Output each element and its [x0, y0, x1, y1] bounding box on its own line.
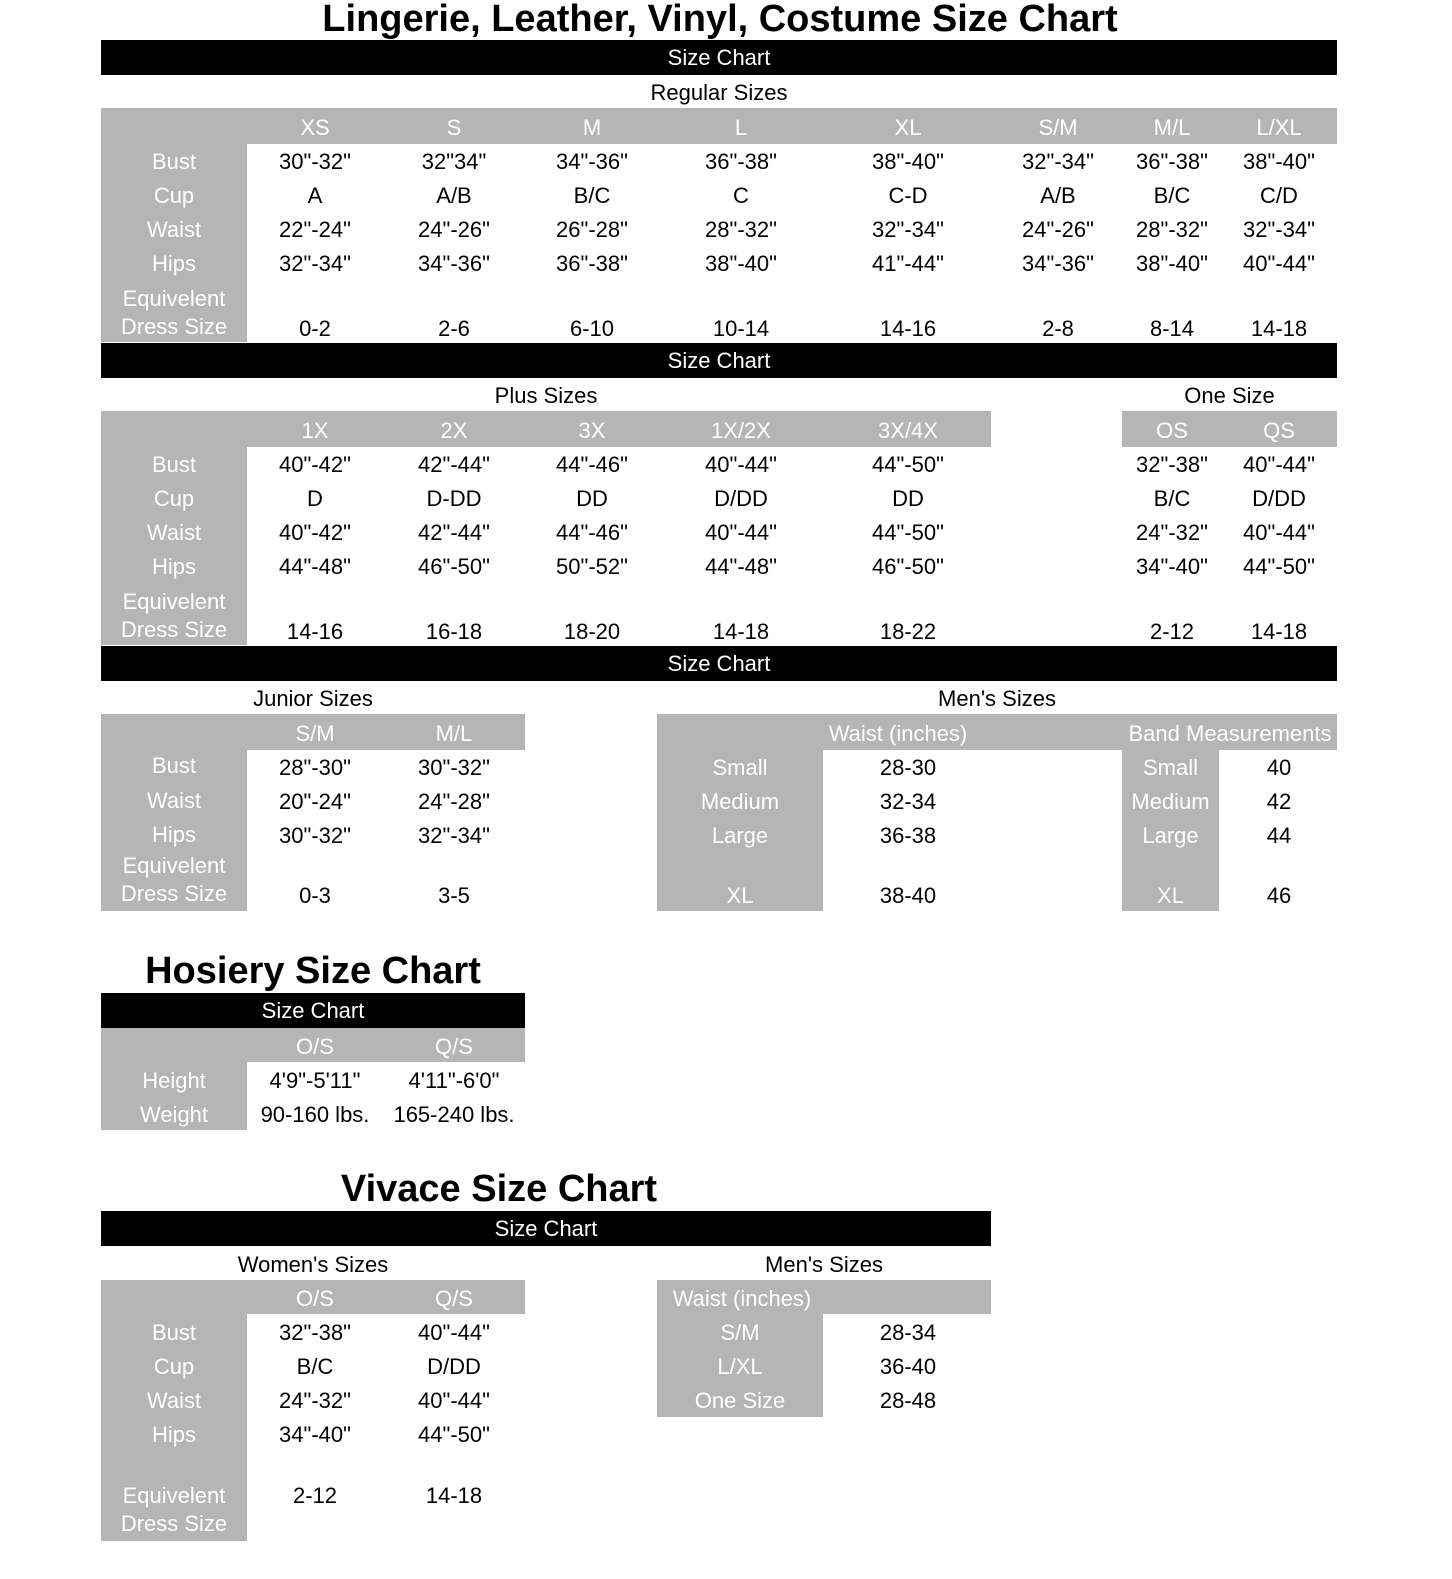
table-cell: 2-12 — [292, 1483, 338, 1508]
size-header: O/S — [296, 1286, 334, 1311]
table-cell: 32"-34" — [418, 823, 490, 848]
table-cell: 40"-44" — [418, 1388, 490, 1413]
womens-sizes-heading: Women's Sizes — [237, 1252, 389, 1277]
mens-sizes-heading: Men's Sizes — [765, 1252, 883, 1277]
size-header: 3X/4X — [878, 418, 938, 443]
table-cell: B/C — [1153, 486, 1191, 511]
table-cell: 20"-24" — [279, 789, 351, 814]
table-cell: 40"-44" — [705, 520, 777, 545]
row-label-hips: Hips — [151, 251, 196, 276]
table-cell: 32"-34" — [1022, 149, 1094, 174]
table-cell: 40"-44" — [1243, 520, 1315, 545]
table-cell: 8-14 — [1149, 316, 1195, 341]
table-cell: 26"-28" — [556, 217, 628, 242]
table-cell: 32"-34" — [872, 217, 944, 242]
row-label-waist: Waist — [146, 520, 202, 545]
row-label-cup: Cup — [153, 183, 195, 208]
table-cell: A/B — [1040, 183, 1076, 208]
size-header: L/XL — [1256, 115, 1302, 140]
row-label-bust: Bust — [151, 452, 197, 477]
table-cell: 4'9"-5'11" — [269, 1068, 361, 1093]
band-measurements-header: Band Measurements — [1128, 721, 1332, 746]
table-cell: 38-40 — [879, 883, 937, 908]
table-cell: 42"-44" — [418, 520, 490, 545]
table-cell: 24"-32" — [1136, 520, 1208, 545]
table-cell: 40"-44" — [705, 452, 777, 477]
table-cell: D/DD — [714, 486, 768, 511]
size-header: 2X — [440, 418, 468, 443]
table-cell: 44"-50" — [418, 1422, 490, 1447]
table-cell: 2-8 — [1042, 316, 1074, 341]
row-label-equivelent: Equivelent — [122, 589, 226, 614]
table-cell: 32"-34" — [1243, 217, 1315, 242]
table-cell: 24"-28" — [418, 789, 490, 814]
table-cell: 28"-30" — [279, 755, 351, 780]
table-cell: 50"-52" — [556, 554, 628, 579]
table-cell: 90-160 lbs. — [260, 1102, 370, 1127]
table-cell: 0-3 — [299, 883, 331, 908]
size-header: 1X/2X — [711, 418, 771, 443]
table-cell: 2-12 — [1149, 619, 1195, 644]
size-header: XL — [894, 115, 922, 140]
table-cell: A — [307, 183, 323, 208]
table-cell: C/D — [1260, 183, 1298, 208]
row-label-cup: Cup — [153, 486, 195, 511]
mens-label-medium: Medium — [700, 789, 780, 814]
table-cell: 32"-34" — [279, 251, 351, 276]
table-cell: D/DD — [1252, 486, 1306, 511]
table-cell: A/B — [436, 183, 472, 208]
table-cell: 32"34" — [421, 149, 487, 174]
table-cell: 18-22 — [879, 619, 937, 644]
table-cell: 32"-38" — [1136, 452, 1208, 477]
table-cell: 28"-32" — [705, 217, 777, 242]
row-label-waist: Waist — [146, 217, 202, 242]
one-size-heading: One Size — [1184, 383, 1275, 408]
table-cell: 38"-40" — [705, 251, 777, 276]
table-cell: 46 — [1266, 883, 1292, 908]
table-cell: 44"-46" — [556, 452, 628, 477]
table-cell: 44"-50" — [872, 452, 944, 477]
table-cell: 28"-32" — [1136, 217, 1208, 242]
size-header: M/L — [435, 721, 473, 746]
table-cell: 34"-36" — [418, 251, 490, 276]
size-chart-bar: Size Chart — [101, 1211, 991, 1246]
size-header: Q/S — [435, 1034, 473, 1059]
size-header: S — [446, 115, 462, 140]
table-cell: 24"-26" — [418, 217, 490, 242]
table-cell: 38"-40" — [872, 149, 944, 174]
table-cell: 30"-32" — [418, 755, 490, 780]
size-header: S/M — [295, 721, 335, 746]
size-chart-bar: Size Chart — [101, 646, 1337, 681]
waist-inches-header: Waist (inches) — [672, 1286, 812, 1311]
page-title: Lingerie, Leather, Vinyl, Costume Size Chart — [322, 0, 1118, 40]
size-header: OS — [1156, 418, 1188, 443]
hosiery-title: Hosiery Size Chart — [145, 950, 481, 992]
row-label-equivelent: Equivelent — [122, 1483, 226, 1508]
table-cell: 40 — [1266, 755, 1292, 780]
table-cell: 36"-38" — [1136, 149, 1208, 174]
mens-sizes-heading: Men's Sizes — [938, 686, 1056, 711]
row-label-weight: Weight — [139, 1102, 209, 1127]
regular-sizes-heading: Regular Sizes — [650, 80, 788, 105]
table-cell: 6-10 — [569, 316, 615, 341]
table-cell: B/C — [296, 1354, 334, 1379]
table-cell: 36"-38" — [556, 251, 628, 276]
table-cell: 165-240 lbs. — [393, 1102, 515, 1127]
table-cell: DD — [576, 486, 608, 511]
plus-sizes-heading: Plus Sizes — [494, 383, 598, 408]
table-cell: 44"-50" — [872, 520, 944, 545]
table-cell: 40"-44" — [418, 1320, 490, 1345]
size-header: M/L — [1153, 115, 1191, 140]
size-header: XS — [300, 115, 330, 140]
table-cell: 44"-46" — [556, 520, 628, 545]
mens-label: One Size — [694, 1388, 786, 1413]
waist-inches-header: Waist (inches) — [828, 721, 968, 746]
table-cell: 4'11"-6'0" — [408, 1068, 500, 1093]
table-cell: 0-2 — [299, 316, 331, 341]
mens-label-large: Large — [1142, 823, 1199, 848]
row-label-hips: Hips — [151, 822, 196, 847]
row-label-bust: Bust — [151, 1320, 197, 1345]
row-label-height: Height — [142, 1068, 206, 1093]
size-chart-bar: Size Chart — [101, 40, 1337, 75]
table-cell: C-D — [888, 183, 928, 208]
table-cell: 14-18 — [425, 1483, 483, 1508]
vivace-title: Vivace Size Chart — [340, 1168, 658, 1210]
row-label-dress-size: Dress Size — [120, 1511, 228, 1536]
table-cell: 16-18 — [425, 619, 483, 644]
table-cell: 14-16 — [286, 619, 344, 644]
mens-label-xl: XL — [726, 883, 754, 908]
table-cell: 30"-32" — [279, 823, 351, 848]
table-cell: 40"-42" — [279, 452, 351, 477]
table-cell: 42 — [1266, 789, 1292, 814]
row-label-dress-size: Dress Size — [120, 314, 228, 339]
size-header: L — [734, 115, 748, 140]
row-label-dress-size: Dress Size — [120, 617, 228, 642]
table-cell: 22"-24" — [279, 217, 351, 242]
table-cell: 44"-50" — [1243, 554, 1315, 579]
table-cell: C — [733, 183, 749, 208]
table-cell: 36-38 — [879, 823, 937, 848]
size-header: Q/S — [435, 1286, 473, 1311]
table-cell: 44"-48" — [279, 554, 351, 579]
table-cell: 46"-50" — [872, 554, 944, 579]
table-cell: 41"-44" — [872, 251, 944, 276]
table-cell: 44"-48" — [705, 554, 777, 579]
mens-label-medium: Medium — [1131, 789, 1210, 814]
table-cell: D — [307, 486, 323, 511]
row-label-equivelent: Equivelent — [122, 853, 226, 878]
table-cell: B/C — [1153, 183, 1191, 208]
table-cell: 40"-44" — [1243, 251, 1315, 276]
table-cell: 32"-38" — [279, 1320, 351, 1345]
row-label-dress-size: Dress Size — [120, 881, 228, 906]
table-cell: 10-14 — [712, 316, 770, 341]
size-header: 1X — [301, 418, 329, 443]
table-cell: 28-48 — [879, 1388, 937, 1413]
table-cell: 34"-40" — [1136, 554, 1208, 579]
table-cell: 40"-42" — [279, 520, 351, 545]
table-cell: 14-18 — [1250, 316, 1308, 341]
table-cell: 32-34 — [879, 789, 937, 814]
size-header: 3X — [578, 418, 606, 443]
row-label-cup: Cup — [153, 1354, 195, 1379]
table-cell: 42"-44" — [418, 452, 490, 477]
mens-label: S/M — [720, 1320, 760, 1345]
table-cell: 30"-32" — [279, 149, 351, 174]
table-cell: D/DD — [427, 1354, 481, 1379]
table-cell: 14-18 — [712, 619, 770, 644]
mens-label-small: Small — [1142, 755, 1198, 780]
row-label-hips: Hips — [151, 554, 196, 579]
mens-label-small: Small — [712, 755, 768, 780]
table-cell: 44 — [1266, 823, 1292, 848]
table-cell: 18-20 — [563, 619, 621, 644]
mens-label-large: Large — [711, 823, 769, 848]
size-header: S/M — [1038, 115, 1078, 140]
table-cell: B/C — [573, 183, 611, 208]
size-header: M — [582, 115, 602, 140]
table-cell: 36"-38" — [705, 149, 777, 174]
table-cell: 38"-40" — [1243, 149, 1315, 174]
table-cell: 34"-36" — [556, 149, 628, 174]
row-label-hips: Hips — [151, 1422, 196, 1447]
table-cell: 24"-32" — [279, 1388, 351, 1413]
size-chart-bar: Size Chart — [101, 343, 1337, 378]
size-chart-bar: Size Chart — [101, 993, 525, 1028]
table-cell: 34"-36" — [1022, 251, 1094, 276]
table-cell: 28-30 — [879, 755, 937, 780]
row-label-waist: Waist — [146, 1388, 202, 1413]
table-cell: 36-40 — [879, 1354, 937, 1379]
table-cell: 3-5 — [438, 883, 470, 908]
table-cell: 38"-40" — [1136, 251, 1208, 276]
table-cell: 2-6 — [438, 316, 470, 341]
table-cell: DD — [892, 486, 924, 511]
mens-label: L/XL — [717, 1354, 763, 1379]
row-label-bust: Bust — [151, 149, 197, 174]
junior-sizes-heading: Junior Sizes — [253, 686, 373, 711]
row-label-equivelent: Equivelent — [122, 286, 226, 311]
table-cell: 46"-50" — [418, 554, 490, 579]
row-label-waist: Waist — [146, 788, 202, 813]
mens-label-xl: XL — [1157, 883, 1184, 908]
size-header: QS — [1263, 418, 1295, 443]
table-cell: 28-34 — [879, 1320, 937, 1345]
table-cell: 40"-44" — [1243, 452, 1315, 477]
table-cell: 24"-26" — [1022, 217, 1094, 242]
table-cell: 14-18 — [1250, 619, 1308, 644]
row-label-bust: Bust — [151, 753, 197, 778]
table-cell: 14-16 — [879, 316, 937, 341]
table-cell: D-DD — [426, 486, 482, 511]
table-cell: 34"-40" — [279, 1422, 351, 1447]
size-header: O/S — [296, 1034, 334, 1059]
